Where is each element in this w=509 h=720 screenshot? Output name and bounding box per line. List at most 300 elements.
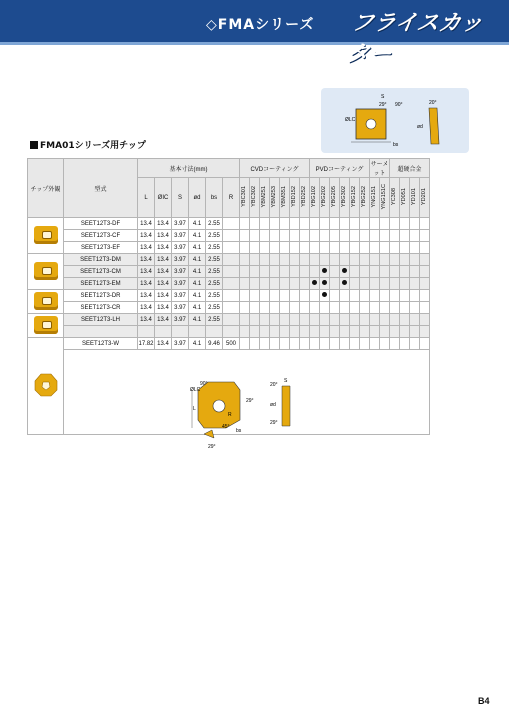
grade-cell bbox=[240, 266, 250, 278]
grade-cell bbox=[410, 290, 420, 302]
grade-cell bbox=[300, 314, 310, 326]
grade-header: YNG151 bbox=[370, 178, 380, 218]
grade-header: YBC302 bbox=[250, 178, 260, 218]
grade-cell bbox=[290, 242, 300, 254]
grade-cell bbox=[360, 338, 370, 350]
grade-cell bbox=[330, 302, 340, 314]
grade-cell bbox=[350, 230, 360, 242]
grade-cell bbox=[350, 278, 360, 290]
grade-cell bbox=[320, 314, 330, 326]
grade-cell bbox=[410, 242, 420, 254]
dim-cell: 13.4 bbox=[155, 290, 172, 302]
grade-cell bbox=[270, 302, 280, 314]
grade-cell bbox=[260, 338, 270, 350]
dim-cell: 13.4 bbox=[138, 230, 155, 242]
grade-cell bbox=[310, 218, 320, 230]
dim-cell: 3.97 bbox=[172, 242, 189, 254]
model-cell: SEET12T3-CR bbox=[64, 302, 138, 314]
dim-cell: 13.4 bbox=[155, 278, 172, 290]
grade-cell bbox=[280, 302, 290, 314]
grade-cell bbox=[380, 218, 390, 230]
dim-cell: 13.4 bbox=[138, 266, 155, 278]
model-cell: SEET12T3-CM bbox=[64, 266, 138, 278]
insert-shape-image bbox=[28, 314, 64, 338]
grade-cell bbox=[270, 254, 280, 266]
grade-cell bbox=[390, 290, 400, 302]
grade-header: YBM251 bbox=[260, 178, 270, 218]
grade-cell bbox=[250, 302, 260, 314]
grade-cell bbox=[330, 230, 340, 242]
grade-cell bbox=[380, 266, 390, 278]
grade-cell bbox=[310, 278, 320, 290]
empty-cell bbox=[270, 326, 280, 338]
grade-cell bbox=[290, 290, 300, 302]
dim-cell: 13.4 bbox=[138, 242, 155, 254]
grade-cell bbox=[370, 230, 380, 242]
grade-cell bbox=[270, 230, 280, 242]
diagram-angle-29: 29° bbox=[379, 102, 387, 108]
grade-cell bbox=[280, 290, 290, 302]
dim-cell: 13.4 bbox=[155, 254, 172, 266]
grade-cell bbox=[400, 218, 410, 230]
dim-cell: 9.46 bbox=[206, 338, 223, 350]
grade-cell bbox=[340, 254, 350, 266]
grade-cell bbox=[330, 218, 340, 230]
grade-cell bbox=[420, 266, 430, 278]
grade-cell bbox=[410, 278, 420, 290]
grade-cell bbox=[270, 338, 280, 350]
empty-cell bbox=[223, 326, 240, 338]
empty-cell bbox=[300, 326, 310, 338]
grade-cell bbox=[410, 338, 420, 350]
grade-cell bbox=[390, 266, 400, 278]
grade-cell bbox=[360, 290, 370, 302]
grade-cell bbox=[260, 302, 270, 314]
dim-cell: 3.97 bbox=[172, 230, 189, 242]
dim-cell: 13.4 bbox=[138, 254, 155, 266]
grade-cell bbox=[420, 338, 430, 350]
dim-cell bbox=[223, 302, 240, 314]
col-header-cvd: CVDコーティング bbox=[240, 159, 310, 178]
diagram-angle-20: 20° bbox=[429, 100, 437, 106]
dim-cell: 13.4 bbox=[138, 314, 155, 326]
grade-cell bbox=[300, 290, 310, 302]
grade-cell bbox=[340, 230, 350, 242]
grade-cell bbox=[320, 242, 330, 254]
grade-cell bbox=[360, 278, 370, 290]
grade-cell bbox=[320, 278, 330, 290]
page-number: B4 bbox=[478, 696, 490, 706]
grade-cell bbox=[420, 242, 430, 254]
grade-cell bbox=[260, 218, 270, 230]
grade-cell bbox=[330, 266, 340, 278]
insert-shape-image bbox=[28, 254, 64, 290]
grade-cell bbox=[280, 242, 290, 254]
grade-cell bbox=[290, 338, 300, 350]
dim-cell: 2.55 bbox=[206, 218, 223, 230]
grade-cell bbox=[410, 254, 420, 266]
grade-cell bbox=[290, 278, 300, 290]
dim-cell: 4.1 bbox=[189, 230, 206, 242]
table-row bbox=[28, 230, 430, 242]
grade-cell bbox=[240, 338, 250, 350]
empty-cell bbox=[370, 326, 380, 338]
grade-cell bbox=[310, 290, 320, 302]
grade-cell bbox=[240, 302, 250, 314]
model-cell: SEET12T3-DR bbox=[64, 290, 138, 302]
empty-cell bbox=[380, 326, 390, 338]
dim-cell: 2.55 bbox=[206, 314, 223, 326]
model-cell: SEET12T3-EM bbox=[64, 278, 138, 290]
series-title: ◇FMAシリーズ bbox=[206, 17, 315, 33]
grade-cell bbox=[330, 278, 340, 290]
dim-header: S bbox=[172, 178, 189, 218]
header-stripe bbox=[0, 42, 509, 45]
grade-cell bbox=[340, 242, 350, 254]
empty-cell bbox=[310, 326, 320, 338]
insert-diagram-panel bbox=[321, 88, 469, 153]
diagram-bs-label: bs bbox=[393, 142, 399, 148]
dim-cell: 3.97 bbox=[172, 290, 189, 302]
dim-cell: 4.1 bbox=[189, 338, 206, 350]
grade-cell bbox=[300, 266, 310, 278]
grade-cell bbox=[420, 290, 430, 302]
grade-cell bbox=[410, 266, 420, 278]
w-l-label: L bbox=[193, 406, 196, 412]
model-cell: SEET12T3-DM bbox=[64, 254, 138, 266]
grade-cell bbox=[270, 290, 280, 302]
model-cell: SEET12T3-DF bbox=[64, 218, 138, 230]
dim-cell: 13.4 bbox=[155, 242, 172, 254]
insert-icon bbox=[34, 262, 58, 280]
grade-cell bbox=[260, 278, 270, 290]
availability-dot bbox=[342, 280, 347, 285]
empty-cell bbox=[250, 326, 260, 338]
empty-cell bbox=[172, 326, 189, 338]
dim-cell: 13.4 bbox=[138, 302, 155, 314]
dim-cell: 2.55 bbox=[206, 266, 223, 278]
grade-cell bbox=[280, 314, 290, 326]
dim-cell: 13.4 bbox=[155, 302, 172, 314]
table-row bbox=[28, 326, 430, 338]
grade-header: YC308 bbox=[390, 178, 400, 218]
dim-cell bbox=[223, 242, 240, 254]
col-header-shape: チップ外観 bbox=[28, 159, 64, 218]
dim-cell bbox=[223, 218, 240, 230]
grade-cell bbox=[400, 266, 410, 278]
grade-cell bbox=[320, 290, 330, 302]
grade-cell bbox=[310, 230, 320, 242]
grade-cell bbox=[410, 230, 420, 242]
col-header-model: 型式 bbox=[64, 159, 138, 218]
availability-dot bbox=[312, 280, 317, 285]
model-cell: SEET12T3-W bbox=[64, 338, 138, 350]
w-angle-29b: 29° bbox=[208, 444, 216, 450]
grade-cell bbox=[260, 314, 270, 326]
w-s-label: S bbox=[284, 378, 288, 384]
availability-dot bbox=[342, 268, 347, 273]
w-r-label: R bbox=[228, 412, 232, 418]
grade-cell bbox=[280, 230, 290, 242]
table-row bbox=[28, 218, 430, 230]
dim-cell: 3.97 bbox=[172, 278, 189, 290]
empty-cell bbox=[155, 326, 172, 338]
grade-cell bbox=[260, 230, 270, 242]
w-angle-20: 20° bbox=[270, 382, 278, 388]
grade-header: YD101 bbox=[410, 178, 420, 218]
dim-cell bbox=[223, 254, 240, 266]
grade-cell bbox=[420, 314, 430, 326]
grade-cell bbox=[400, 338, 410, 350]
empty-cell bbox=[320, 326, 330, 338]
dim-cell: 2.55 bbox=[206, 242, 223, 254]
dim-header: R bbox=[223, 178, 240, 218]
grade-cell bbox=[360, 218, 370, 230]
grade-cell bbox=[350, 290, 360, 302]
grade-cell bbox=[390, 218, 400, 230]
grade-cell bbox=[370, 314, 380, 326]
dim-cell: 13.4 bbox=[138, 278, 155, 290]
grade-cell bbox=[400, 314, 410, 326]
w-angle-90: 90° bbox=[200, 381, 208, 387]
dim-cell: 4.1 bbox=[189, 254, 206, 266]
grade-cell bbox=[420, 302, 430, 314]
dim-cell: 13.4 bbox=[155, 218, 172, 230]
grade-cell bbox=[310, 314, 320, 326]
availability-dot bbox=[322, 292, 327, 297]
grade-header: YBD152 bbox=[290, 178, 300, 218]
diagram-angle-90: 90° bbox=[395, 102, 403, 108]
grade-cell bbox=[360, 314, 370, 326]
grade-cell bbox=[290, 254, 300, 266]
grade-cell bbox=[400, 302, 410, 314]
grade-cell bbox=[300, 218, 310, 230]
dim-cell: 2.55 bbox=[206, 278, 223, 290]
dim-cell bbox=[223, 266, 240, 278]
grade-cell bbox=[310, 338, 320, 350]
diagram-d-label: ød bbox=[417, 124, 423, 130]
grade-cell bbox=[290, 266, 300, 278]
w-angle-29c: 29° bbox=[270, 420, 278, 426]
grade-header: YNG151C bbox=[380, 178, 390, 218]
grade-cell bbox=[320, 338, 330, 350]
grade-cell bbox=[330, 314, 340, 326]
grade-header: YD201 bbox=[420, 178, 430, 218]
dim-cell: 3.97 bbox=[172, 302, 189, 314]
grade-cell bbox=[380, 290, 390, 302]
empty-cell bbox=[360, 326, 370, 338]
grade-cell bbox=[300, 242, 310, 254]
grade-cell bbox=[350, 254, 360, 266]
insert-geometry-diagram bbox=[321, 88, 469, 153]
grade-header: YBG202 bbox=[320, 178, 330, 218]
grade-header: YBD252 bbox=[300, 178, 310, 218]
col-header-cermet: サーメット bbox=[370, 159, 390, 178]
grade-cell bbox=[270, 278, 280, 290]
w-bs-label: bs bbox=[236, 428, 242, 434]
grade-cell bbox=[240, 242, 250, 254]
availability-dot bbox=[322, 268, 327, 273]
dim-cell: 13.4 bbox=[138, 290, 155, 302]
section-title bbox=[30, 138, 146, 151]
grade-cell bbox=[380, 230, 390, 242]
grade-cell bbox=[320, 266, 330, 278]
grade-cell bbox=[350, 338, 360, 350]
grade-cell bbox=[250, 266, 260, 278]
grade-cell bbox=[280, 254, 290, 266]
grade-cell bbox=[350, 266, 360, 278]
grade-cell bbox=[400, 290, 410, 302]
grade-cell bbox=[300, 338, 310, 350]
grade-cell bbox=[380, 314, 390, 326]
grade-cell bbox=[310, 266, 320, 278]
empty-cell bbox=[340, 326, 350, 338]
grade-cell bbox=[420, 218, 430, 230]
availability-dot bbox=[322, 280, 327, 285]
table-row bbox=[28, 266, 430, 278]
dim-cell: 13.4 bbox=[155, 230, 172, 242]
grade-cell bbox=[340, 290, 350, 302]
square-bullet-icon bbox=[30, 141, 38, 149]
grade-cell bbox=[240, 278, 250, 290]
grade-cell bbox=[310, 254, 320, 266]
grade-cell bbox=[400, 242, 410, 254]
dim-header: ØIC bbox=[155, 178, 172, 218]
grade-cell bbox=[420, 230, 430, 242]
empty-cell bbox=[240, 326, 250, 338]
empty-cell bbox=[400, 326, 410, 338]
grade-cell bbox=[260, 242, 270, 254]
dim-cell: 500 bbox=[223, 338, 240, 350]
table-row bbox=[28, 278, 430, 290]
empty-cell bbox=[280, 326, 290, 338]
dim-cell: 4.1 bbox=[189, 266, 206, 278]
grade-cell bbox=[260, 254, 270, 266]
w-ic-label: ØLC bbox=[190, 387, 201, 393]
grade-cell bbox=[340, 278, 350, 290]
grade-cell bbox=[290, 314, 300, 326]
empty-cell bbox=[330, 326, 340, 338]
model-cell: SEET12T3-CF bbox=[64, 230, 138, 242]
grade-cell bbox=[270, 218, 280, 230]
grade-cell bbox=[340, 266, 350, 278]
table-row bbox=[28, 254, 430, 266]
empty-cell bbox=[189, 326, 206, 338]
brand-title: フライスカッター bbox=[345, 11, 485, 67]
insert-shape-image bbox=[28, 290, 64, 314]
grade-cell bbox=[290, 302, 300, 314]
empty-cell bbox=[260, 326, 270, 338]
table-row bbox=[28, 314, 430, 326]
empty-cell bbox=[350, 326, 360, 338]
grade-cell bbox=[340, 218, 350, 230]
dim-cell: 4.1 bbox=[189, 314, 206, 326]
wiper-insert-diagram bbox=[190, 376, 320, 456]
grade-cell bbox=[390, 302, 400, 314]
grade-cell bbox=[370, 302, 380, 314]
empty-cell bbox=[64, 326, 138, 338]
grade-cell bbox=[250, 314, 260, 326]
dim-cell bbox=[223, 290, 240, 302]
col-header-pvd: PVDコーティング bbox=[310, 159, 370, 178]
col-header-carbide: 超硬合金 bbox=[390, 159, 430, 178]
grade-cell bbox=[330, 338, 340, 350]
grade-cell bbox=[300, 302, 310, 314]
grade-cell bbox=[420, 254, 430, 266]
grade-cell bbox=[240, 314, 250, 326]
grade-cell bbox=[280, 218, 290, 230]
grade-cell bbox=[290, 218, 300, 230]
grade-cell bbox=[390, 314, 400, 326]
grade-cell bbox=[290, 230, 300, 242]
grade-cell bbox=[250, 290, 260, 302]
grade-cell bbox=[360, 242, 370, 254]
dim-cell: 4.1 bbox=[189, 218, 206, 230]
grade-cell bbox=[280, 266, 290, 278]
insert-shape-image bbox=[28, 218, 64, 254]
grade-cell bbox=[360, 266, 370, 278]
w-d-label: ød bbox=[270, 402, 276, 408]
grade-cell bbox=[310, 242, 320, 254]
grade-cell bbox=[360, 254, 370, 266]
grade-cell bbox=[400, 230, 410, 242]
dim-header: bs bbox=[206, 178, 223, 218]
dim-cell: 2.55 bbox=[206, 302, 223, 314]
grade-cell bbox=[270, 314, 280, 326]
grade-cell bbox=[350, 302, 360, 314]
dim-cell: 3.97 bbox=[172, 314, 189, 326]
insert-icon bbox=[34, 226, 58, 244]
grade-cell bbox=[270, 266, 280, 278]
grade-cell bbox=[250, 218, 260, 230]
grade-cell bbox=[370, 254, 380, 266]
grade-cell bbox=[390, 254, 400, 266]
grade-cell bbox=[310, 302, 320, 314]
grade-cell bbox=[410, 314, 420, 326]
grade-cell bbox=[320, 230, 330, 242]
grade-cell bbox=[240, 254, 250, 266]
dim-cell: 13.4 bbox=[138, 218, 155, 230]
grade-cell bbox=[380, 338, 390, 350]
grade-header: YBG205 bbox=[330, 178, 340, 218]
empty-cell bbox=[390, 326, 400, 338]
dim-cell: 3.97 bbox=[172, 218, 189, 230]
grade-cell bbox=[320, 254, 330, 266]
diagram-ic-label: ØLC bbox=[345, 117, 356, 123]
w-angle-45: 45° bbox=[222, 424, 230, 430]
insert-icon bbox=[34, 316, 58, 334]
table-row bbox=[28, 290, 430, 302]
grade-cell bbox=[260, 266, 270, 278]
dim-cell: 3.97 bbox=[172, 338, 189, 350]
grade-cell bbox=[300, 278, 310, 290]
dim-cell: 2.55 bbox=[206, 290, 223, 302]
grade-cell bbox=[370, 338, 380, 350]
dim-cell: 13.4 bbox=[155, 338, 172, 350]
empty-cell bbox=[410, 326, 420, 338]
grade-cell bbox=[280, 278, 290, 290]
grade-cell bbox=[330, 242, 340, 254]
dim-header: L bbox=[138, 178, 155, 218]
dim-cell bbox=[223, 230, 240, 242]
insert-shape-image bbox=[28, 338, 64, 435]
grade-cell bbox=[350, 218, 360, 230]
grade-header: YD051 bbox=[400, 178, 410, 218]
grade-cell bbox=[330, 290, 340, 302]
grade-cell bbox=[370, 290, 380, 302]
grade-cell bbox=[390, 230, 400, 242]
dim-cell: 3.97 bbox=[172, 266, 189, 278]
